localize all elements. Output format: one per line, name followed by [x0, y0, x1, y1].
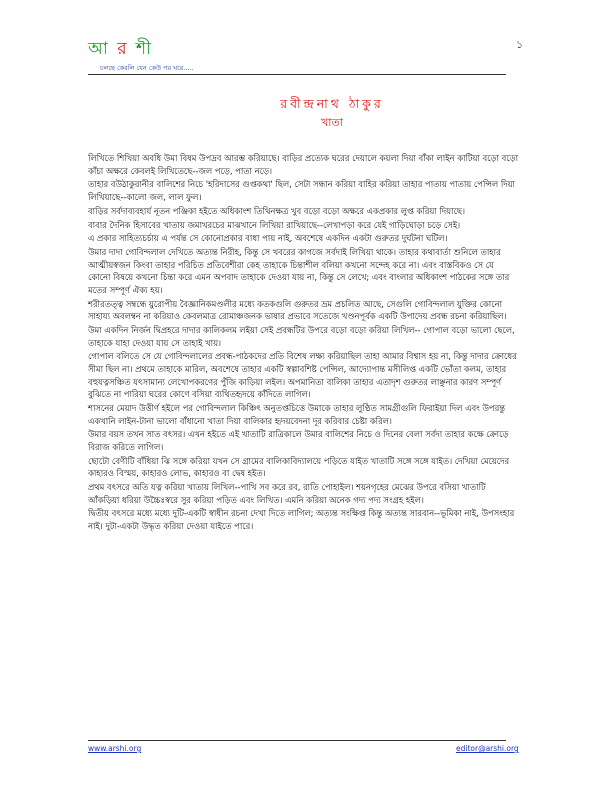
paragraph: উমার বয়স তখন সাত বৎসর। এখন হইতে এই খাতাটি রাত্রিকালে উমার বালিশের নিচে ও দিনের বেলা সর্বদা তাহার কক্ষে ক্রোড়ে বিরাজ করিতে লাগিল।	[88, 429, 509, 452]
page-number: ১	[516, 38, 524, 51]
paragraph: বাবার দৈনিক হিসাবের খাতায় জমাখরচের মাঝখানে লিখিয়া রাখিয়াছে--লেখাপড়া করে যেই গাড়িঘোড়া চড়ে সেই।	[88, 219, 461, 230]
paragraph: গোপাল বলিতে সে যে গোবিন্দলালের প্রবন্ধ-পাঠকদের প্রতি বিশেষ লক্ষ্য করিয়াছিল তাহা আমার বিশ্বাস হয় না, কিন্তু দাদার ক্রোধের সীমা ছিল না। প্রথমে তাহাকে মারিল, অবশেষে তাহার একটি স্বল্পাবশিষ্ট পেন্সিল, আদ্যোপান্ত মসীলিপ্ত একটি ভোঁতা কলম, তাহার বহুযত্নসঞ্চিত যৎসামান্য লেখোপকরণের পুঁজি কাড়িয়া লইল। অপমানিতা বালিকা তাহার এতাদৃশ গুরুতর লাঞ্ছনার কারণ সম্পূর্ণ বুঝিতে না পারিয়া ঘরের কোণে বসিয়া ব্যথিতহৃদয়ে কাঁদিতে লাগিল।	[88, 351, 517, 400]
story-title: খাতা	[321, 116, 343, 129]
site-tagline: চলছে কেবলি যেন কেউ গর ঘরে.....	[100, 64, 194, 72]
paragraph: দ্বিতীয় বৎসরে মধ্যে মধ্যে দুটি-একটি স্বাধীন রচনা দেখা দিতে লাগিল; অত্যন্ত সংক্ষিপ্ত কিন্তু অত্যন্ত সারবান--ভূমিকা নাই, উপসংহার নাই। দুটা-একটা উদ্ধৃত করিয়া দেওয়া যাইতে পারে।	[88, 508, 515, 532]
paragraph: তাহার বউঠাকুরানীর বালিশের নিচে 'হরিদাসের গুপ্তকথা' ছিল, সেটা সন্ধান করিয়া বাহির করিয়া তাহার পাতায় পাতায় পেন্সিল দিয়া লিখিয়াছে--কালো জল, লাল ফুল।	[88, 179, 515, 202]
paragraph: শরীরতত্ত্ব সম্বন্ধে য়ুরোপীয় বৈজ্ঞানিকমণ্ডলীর মধ্যে কতকগুলি গুরুতর ভ্রম প্রচলিত আছে, সেগুলি গোবিন্দলাল যুক্তির কোনো সাহায্য অবলম্বন না করিয়াও কেবলমাত্র রোমাঞ্চজনক ভাষার প্রভাবে সতেজে খণ্ডনপূর্বক একটি উপাদেয় প্রবন্ধ রচনা করিয়াছিল।	[88, 298, 507, 322]
author-name: রবীন্দ্রনাথ ঠাকুর	[280, 96, 384, 111]
paragraph: ছোটো বেণীটি বাঁধিয়া ঝি সঙ্গে করিয়া যখন সে গ্রামের বালিকাবিদ্যালয়ে পড়িতে যাইত খাতাটি সঙ্গে সঙ্গে যাইত। দেখিয়া মেয়েদের কাহারও বিস্ময়, কাহারও লোভ, কাহারও বা দ্বেষ হইত।	[88, 455, 510, 479]
editor-email-link[interactable]: editor@arshi.org	[456, 744, 519, 753]
paragraph: উমা একদিন নির্জন দ্বিপ্রহরে দাদার কালিকলম লইয়া সেই প্রবন্ধটির উপরে বড়ো বড়ো করিয়া লিখিল-- গোপাল বড়ো ভালো ছেলে, তাহাকে যাহা দেওয়া যায় সে তাহাই খায়।	[88, 325, 515, 348]
footer-divider	[88, 740, 506, 741]
header-divider	[88, 74, 506, 75]
logo-letter-ro: র	[117, 39, 129, 59]
website-link[interactable]: www.arshi.org	[88, 744, 142, 753]
paragraph: লিখিতে শিখিয়া অবধি উমা বিষম উপদ্রব আরম্ভ করিয়াছে। বাড়ির প্রত্যেক ঘরের দেয়ালে কয়লা দিয়া বাঁকা লাইন কাটিয়া বড়ো বড়ো কাঁচা অক্ষরে কেবলই লিখিতেছে--জল পড়ে, পাতা নড়ে।	[88, 153, 519, 176]
logo-letter-shi: শী	[136, 39, 153, 59]
logo-letter-a: আ	[88, 39, 110, 59]
paragraph: প্রথম বৎসরে অতি যত্ন করিয়া খাতায় লিখিল--পাখি সব করে রব, রাতি পোহাইল। শয়নগৃহের মেঝের উপরে বসিয়া খাতাটি আঁকড়িয়া ধরিয়া উচ্চৈঃস্বরে সুর করিয়া পড়িত এবং লিখিত। এমনি করিয়া অনেক গদ্য পদ্য সংগ্রহ হইল।	[88, 482, 486, 505]
paragraph: উমার দাদা গোবিন্দলাল দেখিতে অত্যন্ত নিরীহ, কিন্তু সে খবরের কাগজে সর্বদাই লিখিয়া থাকে। তাহার কথাবার্তা শুনিলে তাহার আত্মীয়স্বজন কিংবা তাহার পরিচিত প্রতিবেশীরা কেহ তাহাকে চিন্তাশীল বলিয়া কখনো সন্দেহ করে না। এবং বাস্তবিকও সে যে কোনো বিষয়ে কখনো চিন্তা করে এমন অপবাদ তাহাকে দেওয়া যায় না, কিন্তু সে লেখে; এবং বাংলার অধিকাংশ পাঠকের সঙ্গে তার মতের সম্পূর্ণ ঐক্য হয়।	[88, 247, 510, 295]
paragraph: বাড়ির সর্বদাব্যবহার্য নূতন পঞ্জিকা হইতে অধিকাংশ তিথিনক্ষত্র খুব বড়ো বড়ো অক্ষরে একপ্রকার লুপ্ত করিয়া দিয়াছে।	[88, 205, 465, 216]
site-logo[interactable]	[88, 36, 153, 64]
paragraph: এ প্রকার সাহিত্যচর্চায় এ পর্যন্ত সে কোনোপ্রকার বাধা পায় নাই, অবশেষে একদিন একটা গুরুতর দুর্ঘটনা ঘটিল।	[88, 233, 448, 244]
story-body	[88, 152, 518, 534]
paragraph: শাসনের মেয়াদ উত্তীর্ণ হইলে পর গোবিন্দলাল কিঞ্চিৎ অনুতপ্তচিত্তে উমাকে তাহার লুণ্ঠিত সামগ্রীগুলি ফিরাইয়া দিল এবং উপরন্তু একখানি লাইন-টানা ভালো বাঁধানো খাতা দিয়া বালিকার হৃদয়বেদনা দূর করিবার চেষ্টা করিল।	[88, 402, 505, 426]
